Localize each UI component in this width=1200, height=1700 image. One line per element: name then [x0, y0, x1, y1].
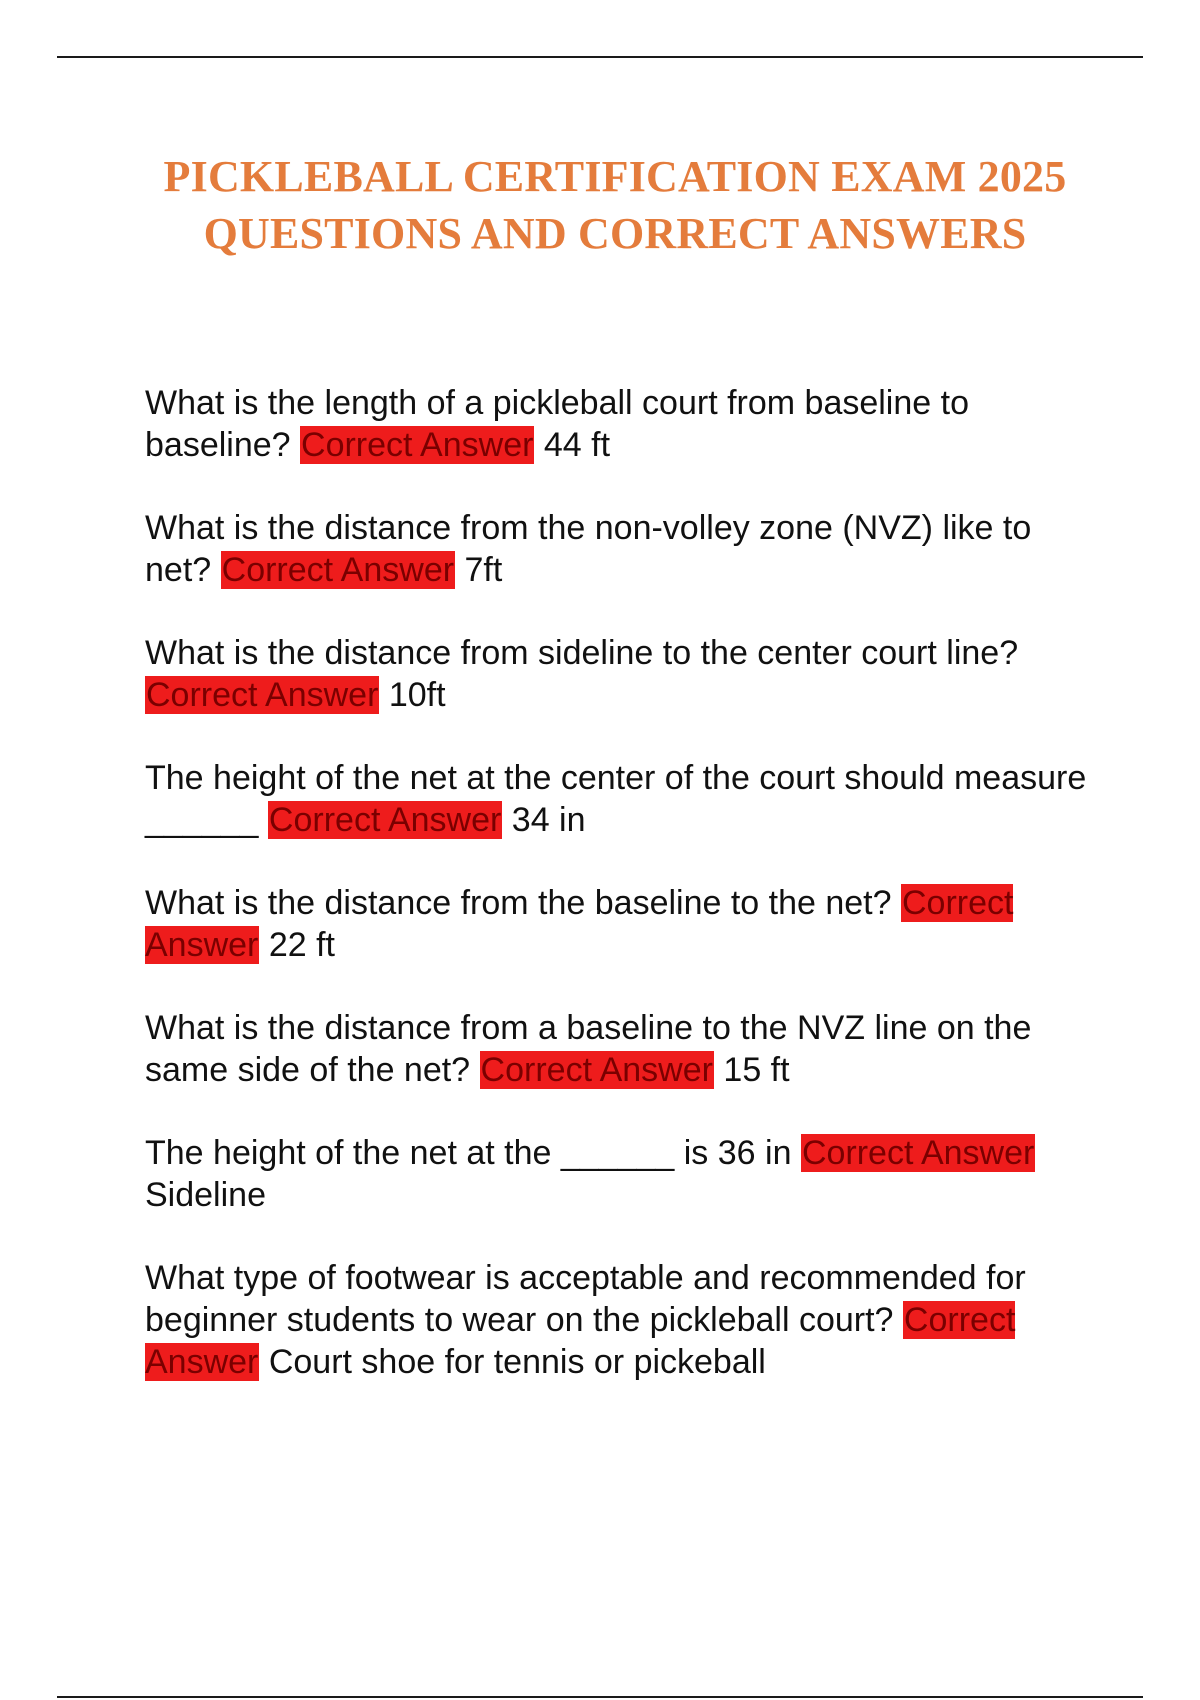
answer-text: 10ft — [388, 676, 446, 714]
qa-item — [145, 1257, 1095, 1383]
qa-item — [145, 882, 1095, 966]
bottom-rule — [57, 1696, 1143, 1698]
correct-answer-marker: Correct Answer — [301, 426, 534, 464]
question-text: What is the length of a pickleball court from baseline to baseline? — [145, 384, 969, 464]
answer-text: 44 ft — [543, 426, 611, 464]
answer-text: Sideline — [145, 1176, 266, 1214]
qa-item — [145, 757, 1095, 841]
top-rule — [57, 56, 1143, 58]
answer-text: Court shoe for tennis or pickeball — [268, 1343, 766, 1381]
correct-answer-marker: Correct Answer — [146, 676, 379, 714]
question-text: What type of footwear is acceptable and recommended for beginner students to wear on the pickleball court? — [145, 1259, 1026, 1339]
question-text: The height of the net at the center of the court should measure ______ — [145, 759, 1087, 839]
qa-list — [145, 382, 1095, 1424]
qa-item — [145, 1007, 1095, 1091]
question-text: What is the distance from the baseline to the net? — [145, 884, 892, 922]
correct-answer-marker: Correct Answer — [145, 1301, 1016, 1381]
correct-answer-marker: Correct Answer — [145, 884, 1014, 964]
answer-text: 34 in — [511, 801, 586, 839]
correct-answer-marker: Correct Answer — [268, 801, 502, 839]
correct-answer-marker: Correct Answer — [801, 1134, 1035, 1172]
answer-text: 7ft — [464, 551, 503, 589]
qa-item — [145, 1132, 1095, 1216]
answer-text: 22 ft — [268, 926, 335, 964]
qa-item — [145, 632, 1095, 716]
correct-answer-marker: Correct Answer — [221, 551, 455, 589]
question-text: What is the distance from the non-volley zone (NVZ) like to net? — [145, 509, 1032, 589]
qa-item — [145, 507, 1095, 591]
answer-text: 15 ft — [723, 1051, 790, 1089]
document-title: PICKLEBALL CERTIFICATION EXAM 2025 QUESTIONS AND CORRECT ANSWERS — [163, 152, 1067, 258]
question-text: The height of the net at the ______ is 36 in — [145, 1134, 792, 1172]
question-text: What is the distance from sideline to the center court line? — [145, 634, 1019, 672]
question-text: What is the distance from a baseline to the NVZ line on the same side of the net? — [145, 1009, 1032, 1089]
qa-item — [145, 382, 1095, 466]
correct-answer-marker: Correct Answer — [480, 1051, 713, 1089]
